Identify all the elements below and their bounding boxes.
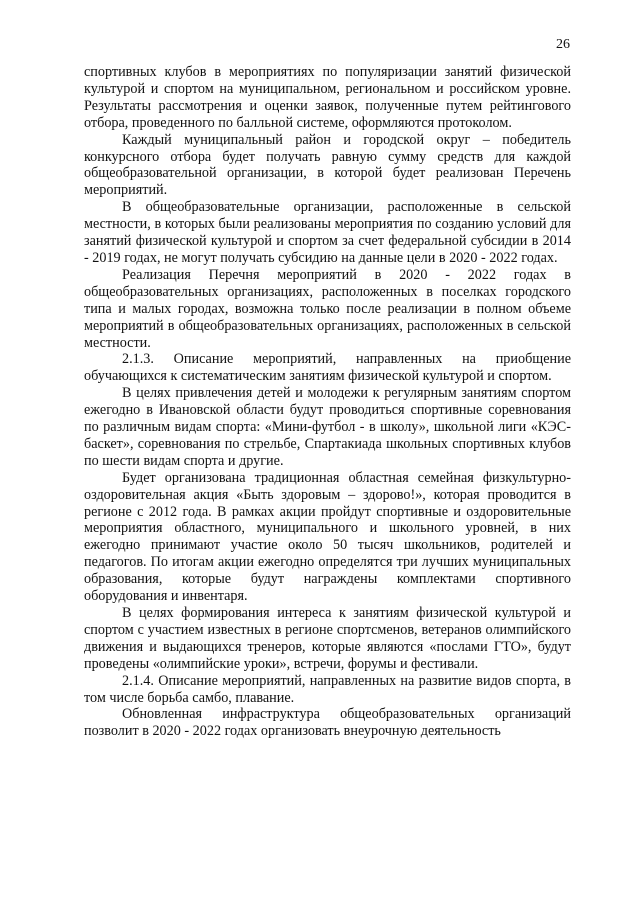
paragraph: В общеобразовательные организации, расположенные в сельской местности, в которых были реализованы мероприятия по созданию условий для занятий физической культурой и спортом за счет федеральной субсидии в 2014 - 2019 годах, не могут получать субсидию на данные цели в 2020 - 2022 годах. (84, 199, 571, 266)
section-heading-2-1-4: 2.1.4. Описание мероприятий, направленных на развитие видов спорта, в том числе борьба самбо, плавание. (84, 672, 571, 706)
paragraph: В целях привлечения детей и молодежи к регулярным занятиям спортом ежегодно в Ивановской области будут проводиться спортивные соревнования по различным видам спорта: «Мини-футбол - в школу», школьной лиги «КЭС-баскет», соревнования по стрельбе, Спартакиада школьных спортивных клубов по шести видам спорта и другие. (84, 385, 571, 469)
document-body (84, 64, 571, 740)
paragraph: Реализация Перечня мероприятий в 2020 - 2022 годах в общеобразовательных организациях, расположенных в поселках городского типа и малых городах, возможна только после реализации в полном объеме мероприятий в общеобразовательных организациях, расположенных в сельской местности. (84, 266, 571, 351)
paragraph: В целях формирования интереса к занятиям физической культурой и спортом с участием известных в регионе спортсменов, ветеранов олимпийского движения и выдающихся тренеров, которые являются «послами ГТО», будут проведены «олимпийские уроки», встречи, форумы и фестивали. (84, 605, 571, 672)
page-number: 26 (556, 37, 570, 52)
paragraph-continuation: спортивных клубов в мероприятиях по популяризации занятий физической культурой и спортом на муниципальном, региональном и российском уровне. Результаты рассмотрения и оценки заявок, полученные путем рейтингового отбора, проведенного по балльной системе, оформляются протоколом. (84, 64, 571, 131)
paragraph: Каждый муниципальный район и городской округ – победитель конкурсного отбора будет получать равную сумму средств для каждой общеобразовательной организации, в которой будет реализован Перечень мероприятий. (84, 131, 571, 199)
paragraph: Будет организована традиционная областная семейная физкультурно-оздоровительная акция «Быть здоровым – здорово!», которая проводится в регионе с 2012 года. В рамках акции пройдут спортивные и оздоровительные мероприятия областного, муниципального и школьного уровней, в них ежегодно принимают участие около 50 тысяч школьников, родителей и педагогов. По итогам акции ежегодно определятся три лучших муниципальных образования, которые будут награждены комплектами спортивного оборудования и инвентаря. (84, 469, 571, 605)
paragraph: Обновленная инфраструктура общеобразовательных организаций позволит в 2020 - 2022 годах организовать внеурочную деятельность (84, 706, 571, 740)
section-heading-2-1-3: 2.1.3. Описание мероприятий, направленных на приобщение обучающихся к систематическим занятиям физической культурой и спортом. (84, 351, 571, 385)
